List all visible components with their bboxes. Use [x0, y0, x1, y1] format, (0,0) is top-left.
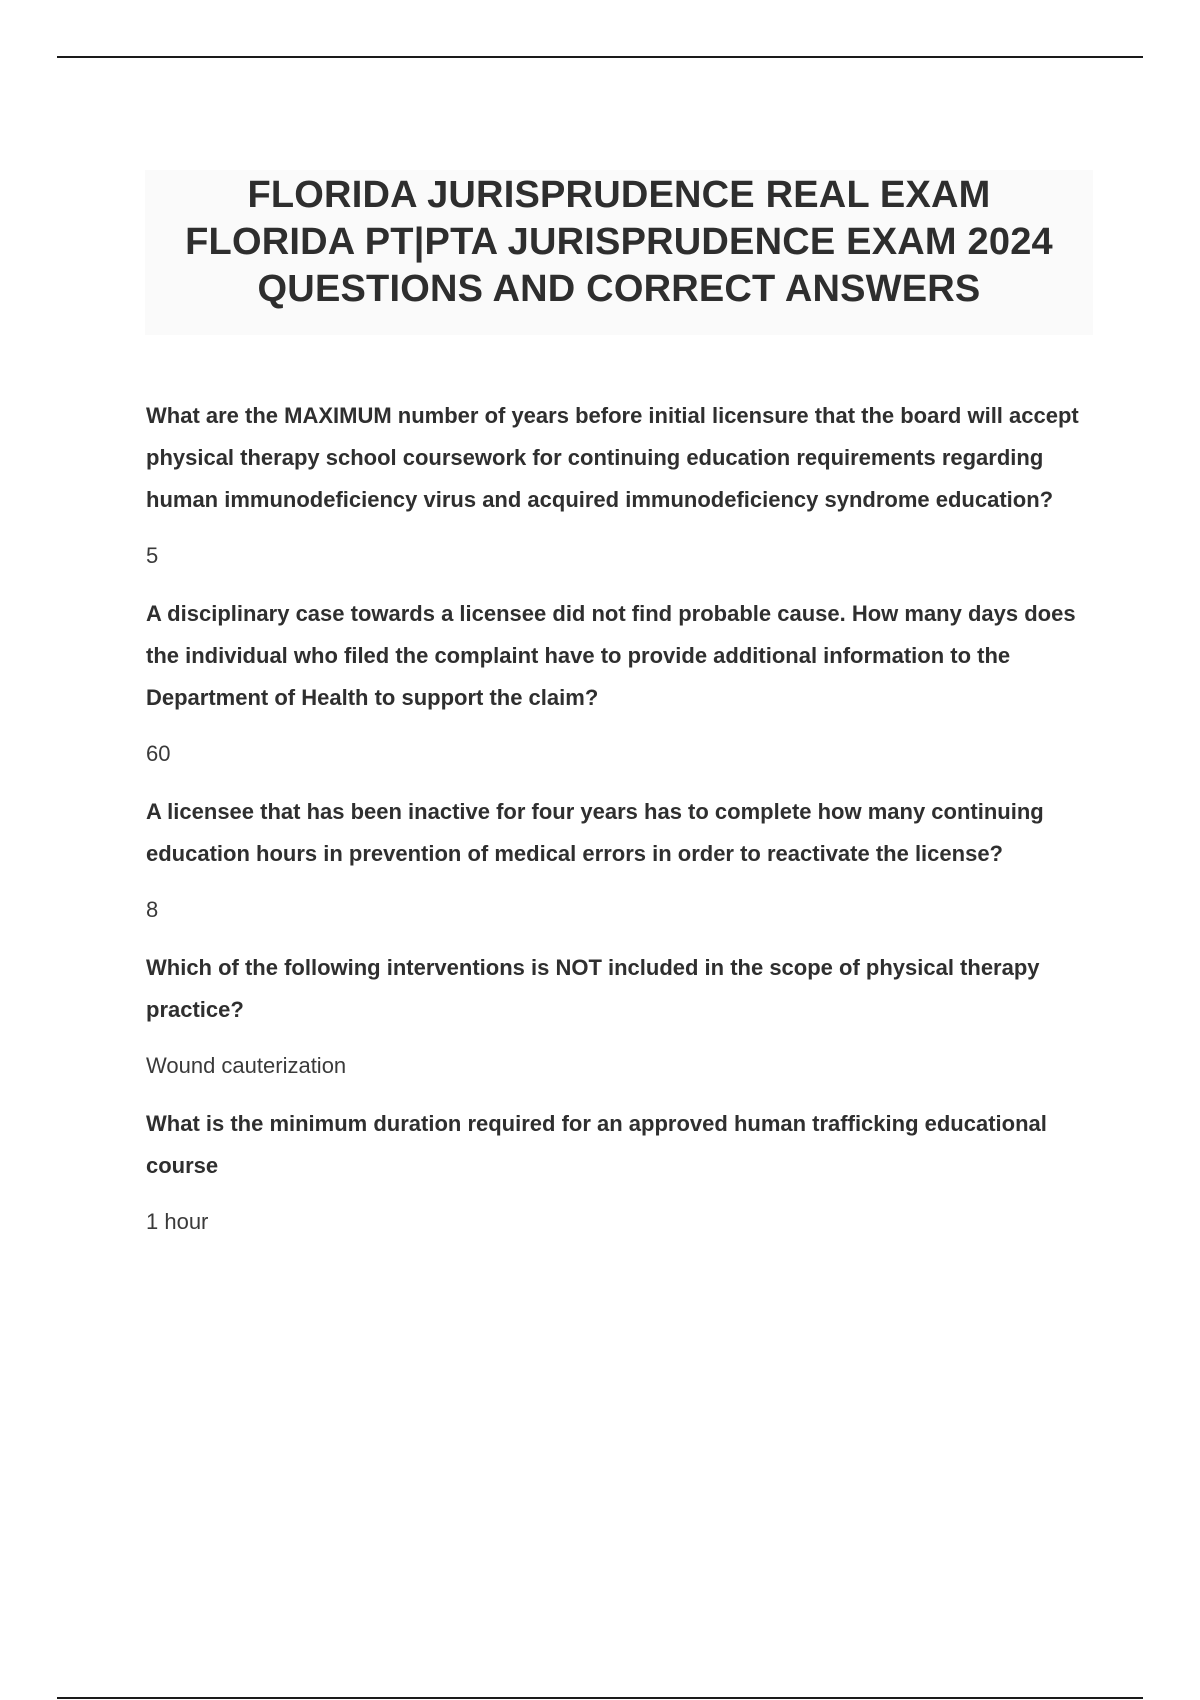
- header-rule: [57, 56, 1143, 58]
- question-1: What are the MAXIMUM number of years before initial licensure that the board will accept physical therapy school coursework for continuing education requirements regarding human immunodeficiency virus and acquired immunodeficiency syndrome education?: [146, 403, 1079, 512]
- title-block: [145, 170, 1093, 335]
- title-line-3: QUESTIONS AND CORRECT ANSWERS: [257, 268, 981, 310]
- answer-5: 1 hour: [146, 1209, 209, 1234]
- question-5: What is the minimum duration required for an approved human trafficking educational course: [146, 1111, 1047, 1178]
- answer-2: 60: [146, 741, 171, 766]
- question-3: A licensee that has been inactive for four years has to complete how many continuing education hours in prevention of medical errors in order to reactivate the license?: [146, 799, 1044, 866]
- footer-rule: [57, 1697, 1143, 1699]
- document-title: [145, 170, 1093, 313]
- question-2: A disciplinary case towards a licensee did not find probable cause. How many days does the individual who filed the complaint have to provide additional information to the Department of Health to support the claim?: [146, 601, 1076, 710]
- answer-3: 8: [146, 897, 159, 922]
- answer-1: 5: [146, 543, 159, 568]
- question-4: Which of the following interventions is NOT included in the scope of physical therapy practice?: [146, 955, 1040, 1022]
- title-line-2: FLORIDA PT|PTA JURISPRUDENCE EXAM 2024: [185, 221, 1053, 263]
- title-line-1: FLORIDA JURISPRUDENCE REAL EXAM: [247, 174, 991, 216]
- qa-list: [146, 395, 1096, 1259]
- answer-4: Wound cauterization: [146, 1053, 347, 1078]
